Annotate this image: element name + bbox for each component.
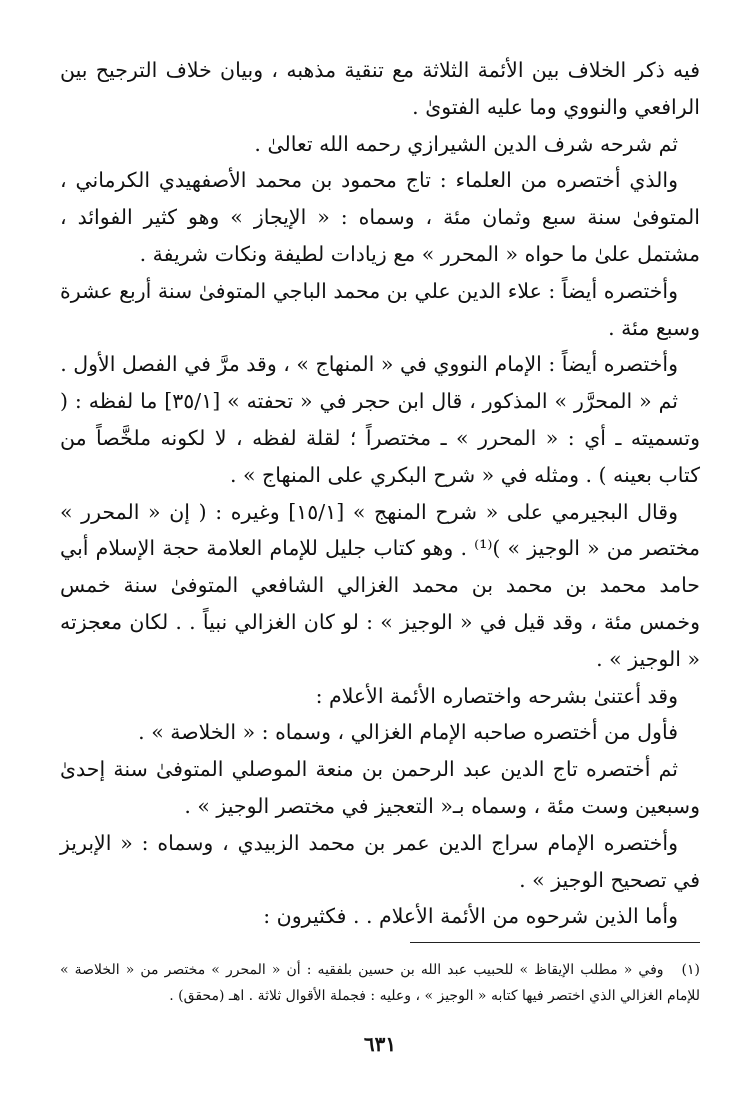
- paragraph: وقد أعتنىٰ بشرحه واختصاره الأئمة الأعلام :: [315, 683, 678, 708]
- footnote-divider: [410, 942, 700, 943]
- paragraph: وأختصره الإمام سراج الدين عمر بن محمد الزبيدي ، وسماه : « الإبريز في تصحيح الوجيز » .: [60, 830, 700, 892]
- document-page: [60, 52, 700, 1092]
- paragraph: والذي أختصره من العلماء : تاج محمود بن محمد الأصفهيدي الكرماني ، المتوفىٰ سنة سبع وثمان مئة ، وسماه : « الإيجاز » وهو كثير الفوائد ، مشتمل علىٰ ما حواه « المحرر » مع زيادات لطيفة ونكات شريفة .: [60, 168, 700, 266]
- paragraph: وأختصره أيضاً : الإمام النووي في « المنهاج » ، وقد مرَّ في الفصل الأول .: [60, 352, 678, 377]
- paragraph: ثم شرحه شرف الدين الشيرازي رحمه الله تعالىٰ .: [254, 131, 678, 156]
- footnote-text: وفي « مطلب الإيقاظ » للحبيب عبد الله بن حسين بلفقيه : أن « المحرر » مختصر من « الخلاصة » للإمام الغزالي الذي اختصر فيها كتابه « الوجيز » ، وعليه : فجملة الأقوال ثلاثة . اهـ (محقق) .: [60, 962, 700, 1004]
- paragraph: ثم أختصره تاج الدين عبد الرحمن بن منعة الموصلي المتوفىٰ سنة إحدىٰ وسبعين وست مئة ، وسماه بـ« التعجيز في مختصر الوجيز » .: [60, 757, 700, 818]
- paragraph: وأختصره أيضاً : علاء الدين علي بن محمد الباجي المتوفىٰ سنة أربع عشرة وسبع مئة .: [60, 278, 700, 340]
- page-number: ٦٣١: [363, 1032, 397, 1056]
- paragraph: وأما الذين شرحوه من الأئمة الأعلام . . فكثيرون :: [263, 904, 678, 929]
- paragraph: وقال البجيرمي على « شرح المنهج » [١٥/١] وغيره : ( إن « المحرر » مختصر من « الوجيز » )⁽¹⁾ . وهو كتاب جليل للإمام العلامة حجة الإسلام أبي حامد محمد بن محمد بن محمد الغزالي الشافعي المتوفىٰ سنة خمس وخمس مئة ، وقد قيل في « الوجيز » : لو كان الغزالي نبياً . . لكان معجزته « الوجيز » .: [60, 499, 700, 671]
- paragraph: فأول من أختصره صاحبه الإمام الغزالي ، وسماه : « الخلاصة » .: [138, 720, 678, 745]
- paragraph: فيه ذكر الخلاف بين الأئمة الثلاثة مع تنقية مذهبه ، وبيان خلاف الترجيح بين الرافعي والنووي وما عليه الفتوىٰ .: [60, 58, 700, 119]
- main-text: [60, 52, 700, 935]
- footnote-number: (١): [681, 962, 700, 978]
- footnote: [60, 957, 700, 1009]
- paragraph: ثم « المحرَّر » المذكور ، قال ابن حجر في « تحفته » [٣٥/١] ما لفظه : ( وتسميته ـ أي : « المحرر » ـ مختصراً ؛ لقلة لفظه ، لا لكونه ملخَّصاً من كتاب بعينه ) . ومثله في « شرح البكري على المنهاج » .: [60, 389, 700, 487]
